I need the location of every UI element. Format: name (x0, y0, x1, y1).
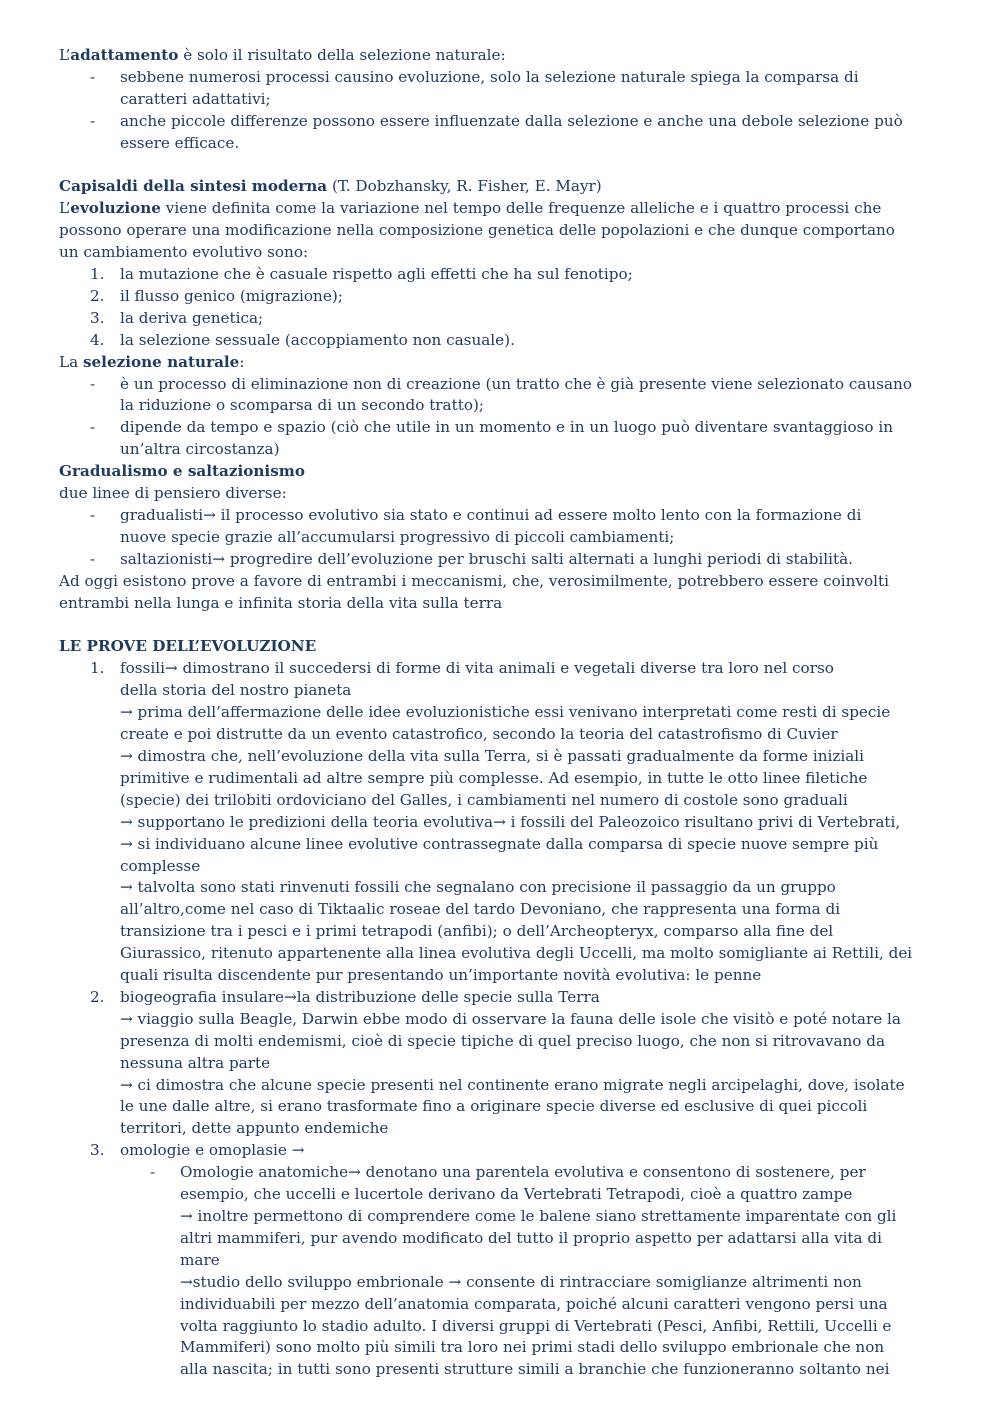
text-span: la deriva genetica; (120, 308, 264, 327)
text-span: →studio dello sviluppo embrionale → consente di rintracciare somiglianze altrimenti non (180, 1272, 862, 1291)
list-item-continuation (59, 877, 889, 899)
text-span: (T. Dobzhansky, R. Fisher, E. Mayr) (327, 177, 602, 196)
text-span: un cambiamento evolutivo sono: (59, 243, 309, 262)
list-item (59, 658, 889, 680)
text-span: presenza di molti endemismi, cioè di specie tipiche di quel preciso luogo, che non si ritrovavano da (120, 1031, 886, 1050)
text-span: → viaggio sulla Beagle, Darwin ebbe modo di osservare la fauna delle isole che visitò e poté notare la (120, 1009, 901, 1028)
text-line (59, 571, 889, 593)
text-span: quali risulta discendente pur presentando un’importante novità evolutiva: le penne (120, 966, 762, 985)
text-span: sebbene numerosi processi causino evoluzione, solo la selezione naturale spiega la comparsa di (120, 67, 859, 86)
list-item (59, 308, 889, 330)
text-span: Giurassico, ritenuto appartenente alla linea evolutiva degli Uccelli, ma molto somigliante ai Rettili, dei (120, 944, 913, 963)
list-item-continuation (59, 768, 889, 790)
list-item-continuation (59, 395, 889, 417)
text-line (59, 242, 889, 264)
list-item-continuation (59, 965, 889, 987)
document-page (59, 45, 913, 1381)
text-span: le une dalle altre, si erano trasformate fino a originare specie diverse ed esclusive di quei piccoli (120, 1097, 868, 1116)
list-item-continuation (59, 1096, 889, 1118)
list-item-continuation (59, 856, 889, 878)
list-item-continuation (59, 899, 889, 921)
sub-list-item-continuation (59, 1316, 892, 1338)
bold-text: Capisaldi della sintesi moderna (59, 177, 328, 196)
text-span: saltazionisti→ progredire dell’evoluzione per bruschi salti alternati a lunghi periodi di stabilità. (120, 549, 853, 568)
text-line (59, 176, 889, 198)
text-span: primitive e rudimentali ad altre sempre più complesse. Ad esempio, in tutte le otto linee filetiche (120, 768, 868, 787)
text-span: due linee di pensiero diverse: (59, 484, 287, 503)
text-span: → si individuano alcune linee evolutive contrassegnate dalla comparsa di specie nuove sempre più (120, 834, 879, 853)
list-item (59, 417, 894, 439)
list-item-continuation (59, 790, 889, 812)
text-span: essere efficace. (120, 133, 240, 152)
blank-line (59, 615, 889, 637)
list-marker: - (90, 549, 96, 568)
list-item (59, 264, 889, 286)
list-item (59, 549, 889, 571)
text-span: La (59, 352, 83, 371)
text-span: complesse (120, 856, 201, 875)
text-span: alla nascita; in tutti sono presenti strutture simili a branchie che funzioneranno soltanto nei (180, 1360, 890, 1379)
text-span: la selezione sessuale (accoppiamento non casuale). (120, 330, 515, 349)
list-item (59, 987, 889, 1009)
text-span: Ad oggi esistono prove a favore di entrambi i meccanismi, che, verosimilmente, potrebbero essere coinvolti (59, 571, 889, 590)
text-span: → ci dimostra che alcune specie presenti nel continente erano migrate negli arcipelaghi, dove, isolate (120, 1075, 905, 1094)
list-marker: - (90, 418, 96, 437)
text-span: create e poi distrutte da un evento catastrofico, secondo la teoria del catastrofismo di Cuvier (120, 725, 838, 744)
bold-text: adattamento (70, 46, 179, 64)
text-line (59, 593, 889, 615)
list-item-continuation (59, 1053, 889, 1075)
text-span: altri mammiferi, pur avendo modificato del tutto il proprio aspetto per adattarsi alla vita di (180, 1228, 882, 1247)
text-span: Omologie anatomiche→ denotano una parentela evolutiva e consentono di sostenere, per (180, 1163, 866, 1182)
list-item (59, 330, 889, 352)
list-item (59, 67, 889, 89)
text-span: anche piccole differenze possono essere influenzate dalla selezione e anche una debole selezione può (120, 111, 903, 130)
text-span: caratteri adattativi; (120, 89, 271, 108)
text-span: gradualisti→ il processo evolutivo sia stato e continui ad essere molto lento con la formazione di (120, 506, 862, 525)
text-span: volta raggiunto lo stadio adulto. I diversi gruppi di Vertebrati (Pesci, Anfibi, Rettili, Uccelli e (180, 1316, 892, 1335)
text-span: → supportano le predizioni della teoria evolutiva→ i fossili del Paleozoico risultano privi di Vertebrati, (120, 812, 901, 831)
list-item-continuation (59, 702, 889, 724)
text-span: Mammiferi) sono molto più simili tra loro nei primi stadi dello sviluppo embrionale che non (180, 1338, 885, 1357)
text-span: → inoltre permettono di comprendere come le balene siano strettamente imparentate con gli (180, 1207, 897, 1225)
sub-list-item-continuation (59, 1294, 889, 1316)
text-span: L’ (59, 46, 71, 64)
list-item-continuation (59, 921, 889, 943)
list-item-continuation (59, 1009, 901, 1031)
text-span: all’altro,come nel caso di Tiktaalic roseae del tardo Devoniano, che rappresenta una forma di (120, 900, 841, 919)
text-span: mare (180, 1250, 220, 1269)
list-item-continuation (59, 1118, 889, 1140)
text-line (59, 636, 889, 658)
text-line (59, 220, 895, 242)
text-span: esempio, che uccelli e lucertole derivano da Vertebrati Tetrapodi, cioè a quattro zampe (180, 1185, 853, 1204)
text-span: possono operare una modificazione nella composizione genetica delle popolazioni e che dunque comportano (59, 221, 895, 240)
text-span: il flusso genico (migrazione); (120, 286, 343, 305)
list-item-continuation (59, 834, 889, 856)
list-item-continuation (59, 812, 901, 834)
list-marker: 1. (90, 265, 105, 284)
text-line (59, 483, 889, 505)
list-item-continuation (59, 724, 889, 746)
list-item-continuation (59, 89, 889, 111)
bold-text: Gradualismo e saltazionismo (59, 462, 305, 481)
list-marker: 3. (90, 308, 105, 327)
text-span: è solo il risultato della selezione naturale: (178, 46, 506, 64)
bold-text: LE PROVE DELL’EVOLUZIONE (59, 637, 317, 656)
sub-list-item-continuation (59, 1359, 889, 1381)
list-marker: - (90, 374, 96, 393)
sub-list-item-continuation (59, 1272, 889, 1294)
list-item-continuation (59, 527, 889, 549)
list-marker: - (90, 111, 96, 130)
sub-list-item-continuation (59, 1206, 897, 1228)
text-line (59, 461, 889, 483)
list-item (59, 1140, 889, 1162)
list-item-continuation (59, 746, 889, 768)
text-span: la riduzione o scomparsa di un secondo tratto); (120, 396, 485, 415)
list-item-continuation (59, 133, 889, 155)
list-item-continuation (59, 439, 889, 461)
sub-list-item-continuation (59, 1228, 889, 1250)
text-span: → dimostra che, nell’evoluzione della vita sulla Terra, si è passati gradualmente da forme iniziali (120, 746, 864, 765)
text-span: individuabili per mezzo dell’anatomia comparata, poiché alcuni caratteri vengono persi una (180, 1294, 888, 1313)
list-marker: 3. (90, 1141, 105, 1160)
text-span: viene definita come la variazione nel tempo delle frequenze alleliche e i quattro processi che (160, 199, 882, 218)
list-marker: - (150, 1163, 156, 1182)
text-span: transizione tra i pesci e i primi tetrapodi (anfibi); o dell’Archeopteryx, comparso alla fine del (120, 922, 834, 941)
sub-list-item-continuation (59, 1184, 889, 1206)
text-span: (specie) dei trilobiti ordoviciano del Galles, i cambiamenti nel numero di costole sono graduali (120, 790, 848, 809)
sub-list-item-continuation (59, 1337, 889, 1359)
text-line (59, 352, 889, 374)
text-span: è un processo di eliminazione non di creazione (un tratto che è già presente viene selezionato causano (120, 374, 912, 393)
list-item-continuation (59, 1031, 889, 1053)
text-span: omologie e omoplasie → (120, 1141, 305, 1160)
text-span: la mutazione che è casuale rispetto agli effetti che ha sul fenotipo; (120, 265, 633, 284)
list-item-continuation (59, 1075, 905, 1097)
text-span: entrambi nella lunga e infinita storia della vita sulla terra (59, 593, 503, 612)
sub-list-item-continuation (59, 1250, 889, 1272)
blank-line (59, 155, 889, 177)
list-item (59, 374, 912, 396)
text-span: : (239, 352, 245, 371)
bold-text: evoluzione (70, 199, 161, 218)
text-line (59, 45, 889, 67)
list-item (59, 505, 889, 527)
list-marker: - (90, 67, 96, 86)
text-span: → talvolta sono stati rinvenuti fossili che segnalano con precisione il passaggio da un gruppo (120, 878, 836, 897)
bold-text: selezione naturale (82, 352, 240, 371)
text-span: biogeografia insulare→la distribuzione delle specie sulla Terra (120, 987, 600, 1006)
list-marker: - (90, 506, 96, 525)
list-marker: 2. (90, 987, 105, 1006)
list-marker: 1. (90, 659, 105, 678)
list-item-continuation (59, 943, 913, 965)
text-span: L’ (59, 199, 71, 218)
text-span: nuove specie grazie all’accumularsi progressivo di piccoli cambiamenti; (120, 527, 675, 546)
text-span: → prima dell’affermazione delle idee evoluzionistiche essi venivano interpretati come resti di specie (120, 703, 891, 722)
text-span: della storia del nostro pianeta (120, 681, 352, 700)
text-span: un’altra circostanza) (120, 440, 280, 459)
sub-list-item (59, 1162, 889, 1184)
list-item (59, 286, 889, 308)
text-line (59, 198, 889, 220)
list-marker: 4. (90, 330, 105, 349)
text-span: dipende da tempo e spazio (ciò che utile in un momento e in un luogo può diventare svantaggioso in (120, 418, 894, 437)
list-item (59, 111, 903, 133)
text-span: territori, dette appunto endemiche (120, 1119, 389, 1138)
list-item-continuation (59, 680, 889, 702)
text-span: fossili→ dimostrano il succedersi di forme di vita animali e vegetali diverse tra loro nel corso (120, 659, 834, 678)
list-marker: 2. (90, 286, 105, 305)
text-span: nessuna altra parte (120, 1053, 271, 1072)
